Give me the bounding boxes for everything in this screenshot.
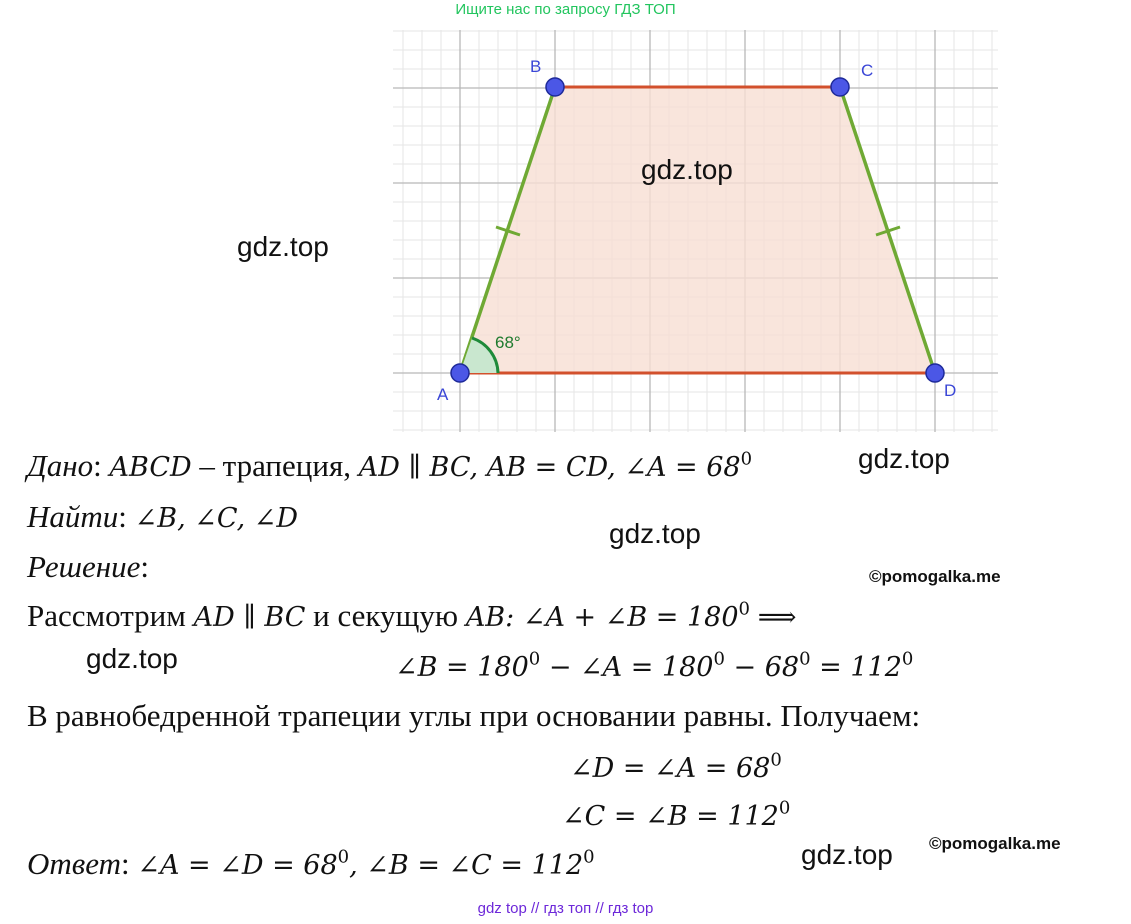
consider-line (27, 600, 796, 631)
given-conditions: AD ∥ BC, AB = CD, ∠A = 68 (358, 452, 741, 483)
angle-b-mid1: − ∠A = 180 (540, 652, 714, 683)
answer-part2: , ∠B = ∠C = 112 (349, 850, 584, 881)
watermark: gdz.top (237, 231, 329, 262)
find-label: Найти (27, 499, 119, 534)
copyright: ©pomogalka.me (869, 567, 1001, 586)
watermark: gdz.top (858, 443, 950, 474)
degree-sup: 0 (583, 846, 595, 868)
given-label: Дано (27, 448, 94, 483)
footer-links: gdz top // гдз топ // гдз top (477, 900, 654, 917)
implies-symbol: ⟹ (757, 602, 797, 633)
angle-b-line (395, 650, 913, 681)
watermark: gdz.top (609, 518, 701, 549)
angle-a-label: 68° (495, 333, 521, 352)
find-line: Найти: ∠B, ∠C, ∠D (27, 499, 299, 534)
trapezoid-fill (460, 87, 935, 373)
label-c: C (861, 61, 874, 80)
consider-sum: AB: ∠A + ∠B = 180 (465, 602, 739, 633)
degree-sup: 0 (713, 648, 725, 670)
consider-word: Рассмотрим (27, 598, 186, 633)
given-figure: ABCD (109, 452, 192, 483)
watermark: gdz.top (801, 839, 893, 870)
degree-sup: 0 (799, 648, 811, 670)
degree-sup: 0 (528, 648, 541, 670)
angle-b-start: ∠B = 180 (395, 652, 529, 683)
vertex-b (546, 78, 564, 96)
degree-sup: 0 (901, 648, 914, 670)
label-a: A (437, 385, 449, 404)
label-b: B (530, 57, 542, 76)
trapezoid-figure (0, 0, 1131, 440)
find-angles: ∠B, ∠C, ∠D (134, 503, 299, 534)
given-word: трапеция, (222, 448, 351, 483)
vertex-c (831, 78, 849, 96)
angle-c-eq: ∠C = ∠B = 112 (562, 801, 779, 832)
header-search-hint: Ищите нас по запросу ГДЗ ТОП (455, 1, 676, 18)
answer-part1: ∠A = ∠D = 68 (137, 850, 338, 881)
degree-sup: 0 (778, 797, 791, 819)
degree-sup: 0 (770, 749, 782, 771)
isosceles-line: В равнобедренной трапеции углы при основании равны. Получаем: (27, 698, 921, 733)
degree-sup: 0 (740, 448, 753, 470)
angle-b-mid2: − 68 (724, 652, 800, 683)
solution-heading: Решение: (27, 549, 149, 584)
angle-c-line (562, 799, 790, 830)
angle-b-end: = 112 (810, 652, 902, 683)
angle-d-line (570, 751, 782, 782)
answer-label: Ответ (27, 846, 121, 881)
answer-line: Ответ: ∠A = ∠D = $68^0$, ∠B = ∠C = $112^0$ (27, 846, 595, 881)
watermark: gdz.top (641, 154, 733, 185)
watermark: gdz.top (86, 643, 178, 674)
consider-parallel: AD ∥ BC (193, 602, 306, 633)
solution-label: Решение (27, 549, 141, 584)
degree-sup: 0 (738, 598, 750, 620)
label-d: D (944, 381, 957, 400)
copyright: ©pomogalka.me (929, 834, 1061, 853)
degree-sup: 0 (337, 846, 350, 868)
vertex-d (926, 364, 944, 382)
angle-d-eq: ∠D = ∠A = 68 (570, 753, 771, 784)
consider-word2: и секущую (313, 598, 459, 633)
given-line: Дано: ABCD – трапеция, AD ∥ BC, AB = CD, ∠A = $68^0$ (27, 448, 753, 483)
vertex-a (451, 364, 469, 382)
